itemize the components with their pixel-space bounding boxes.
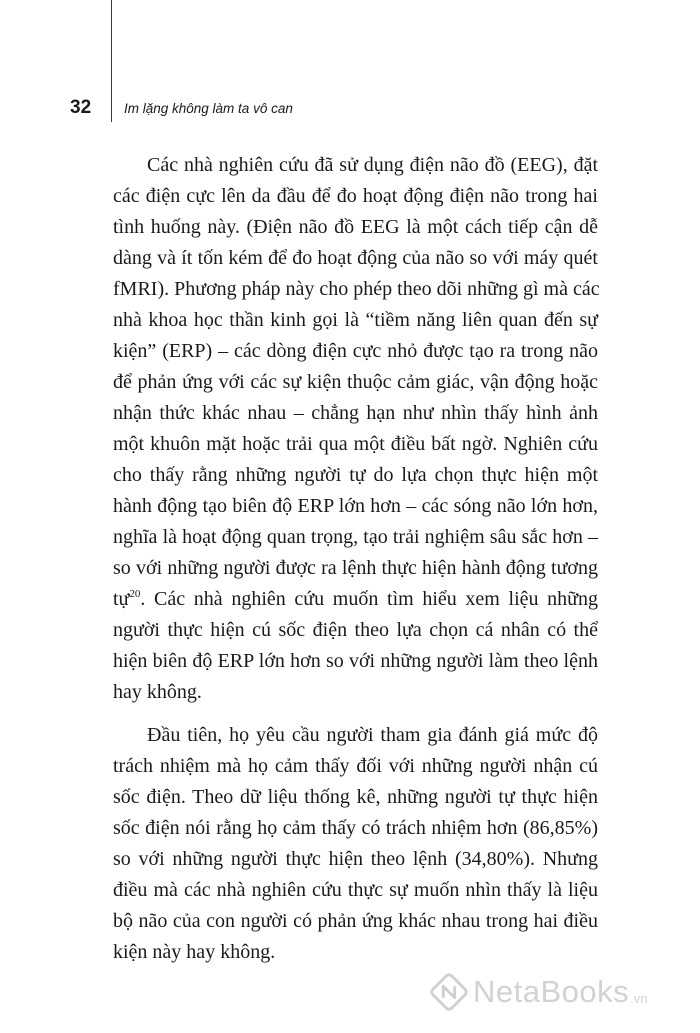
paragraph-1-line: nhận thức khác nhau – chẳng hạn như nhìn thấy hình ảnh xyxy=(113,402,598,424)
paragraph-2-line: bộ não của con người có phản ứng khác nhau trong hai điều xyxy=(113,910,598,932)
paragraph-1-last-line: hay không. xyxy=(113,681,202,703)
paragraph-2-last-line: kiện này hay không. xyxy=(113,941,276,963)
paragraph-1-line: kiện” (ERP) – các dòng điện cực nhỏ được tạo ra trong não xyxy=(113,340,598,362)
paragraph-1-line: người thực hiện cú sốc điện theo lựa chọn cá nhân có thể xyxy=(113,619,598,641)
paragraph-1-line: một khuôn mặt hoặc trải qua một điều bất ngờ. Nghiên cứu xyxy=(113,433,598,455)
paragraph-2-line: sốc điện. Theo dữ liệu thống kê, những người tự thực hiện xyxy=(113,786,598,808)
paragraph-1-line: để phản ứng với các sự kiện thuộc cảm giác, vận động hoặc xyxy=(113,371,598,393)
paragraph-1-line: nghĩa là hoạt động quan trọng, tạo trải nghiệm sâu sắc hơn – xyxy=(113,526,598,548)
paragraph-2-line: so với những người thực hiện theo lệnh (34,80%). Nhưng xyxy=(113,848,598,870)
paragraph-1-line: hiện biên độ ERP lớn hơn so với những người làm theo lệnh xyxy=(113,650,598,672)
watermark xyxy=(430,973,647,1011)
paragraph-2-line: trách nhiệm mà họ cảm thấy đối với những người nhận cú xyxy=(113,755,598,777)
paragraph-1-line: fMRI). Phương pháp này cho phép theo dõi những gì mà các xyxy=(113,278,600,300)
paragraph-1-footnote-line xyxy=(113,584,598,615)
paragraph-1-line: so với những người được ra lệnh thực hiện hành động tương xyxy=(113,557,598,579)
body-text xyxy=(113,150,598,968)
paragraph-1-line: hành động tạo biên độ ERP lớn hơn – các sóng não lớn hơn, xyxy=(113,495,598,517)
paragraph-2-line: Đầu tiên, họ yêu cầu người tham gia đánh giá mức độ xyxy=(147,724,598,746)
netabooks-logo-icon xyxy=(430,973,468,1011)
running-title: Im lặng không làm ta vô can xyxy=(124,101,293,116)
paragraph-1-line: tình huống này. (Điện não đồ EEG là một cách tiếp cận dễ xyxy=(113,216,598,238)
paragraph-1-line: dàng và ít tốn kém để đo hoạt động của não so với máy quét xyxy=(113,247,598,269)
paragraph-spacer xyxy=(113,708,598,720)
watermark-text: NetaBooks xyxy=(473,974,630,1009)
paragraph-1-line: Các nhà nghiên cứu đã sử dụng điện não đồ (EEG), đặt xyxy=(147,154,598,176)
paragraph-2-line: sốc điện nói rằng họ cảm thấy có trách nhiệm hơn (86,85%) xyxy=(113,817,598,839)
footnote-ref[interactable]: 20 xyxy=(129,588,141,600)
footnote-line-prefix: tự xyxy=(113,588,130,610)
paragraph-1-line: cho thấy rằng những người tự do lựa chọn thực hiện một xyxy=(113,464,598,486)
paragraph-2-line: điều mà các nhà nghiên cứu thực sự muốn nhìn thấy là liệu xyxy=(113,879,598,901)
paragraph-1-line: nhà khoa học thần kinh gọi là “tiềm năng liên quan đến sự xyxy=(113,309,598,331)
header-rule xyxy=(111,0,112,122)
paragraph-1-line: các điện cực lên da đầu để đo hoạt động điện não trong hai xyxy=(113,185,598,207)
page-number: 32 xyxy=(70,97,92,118)
watermark-suffix: .vn xyxy=(630,990,648,1006)
footnote-line-suffix: . Các nhà nghiên cứu muốn tìm hiểu xem liệu những xyxy=(140,588,598,610)
